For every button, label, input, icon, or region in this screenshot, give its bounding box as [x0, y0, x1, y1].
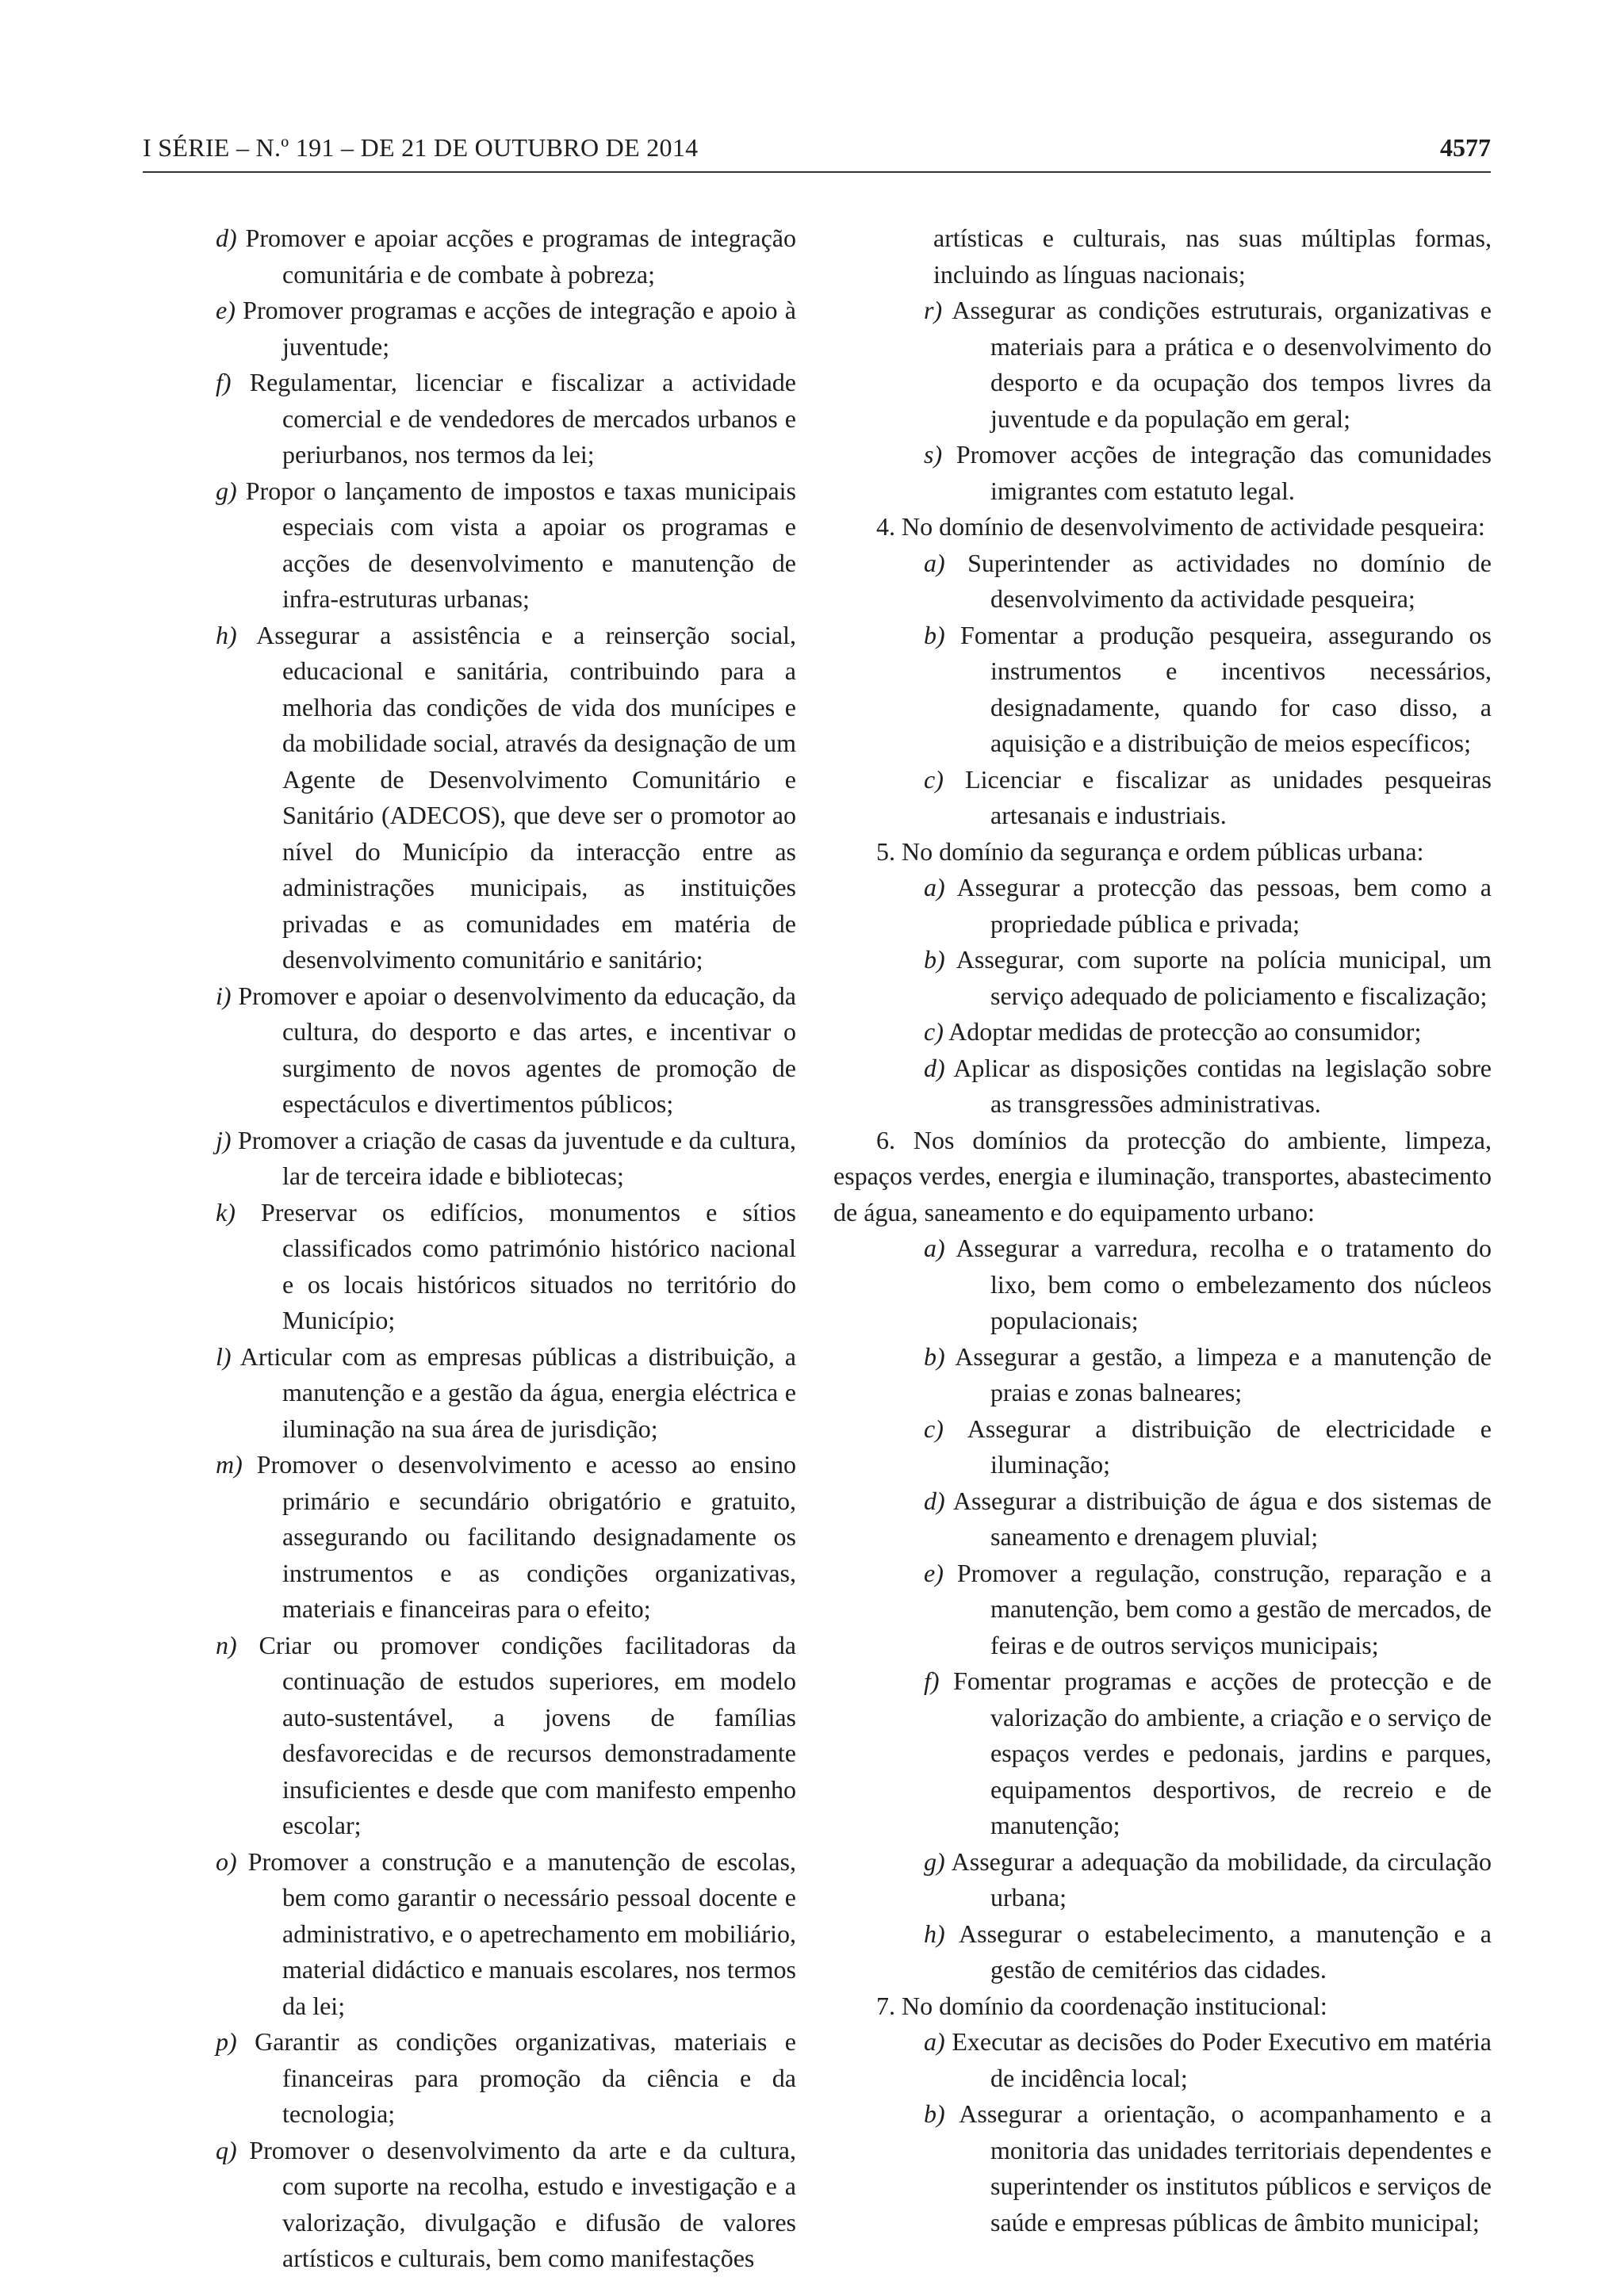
item-marker: e): [924, 1558, 944, 1587]
item-marker: q): [216, 2135, 237, 2164]
paragraph: [924, 942, 1492, 1014]
paragraph: [833, 509, 1492, 545]
item-marker: f): [924, 1667, 940, 1695]
item-marker: b): [924, 945, 945, 974]
paragraph: [833, 1123, 1492, 1231]
item-text: Promover o desenvolvimento e acesso ao ensino primário e secundário obrigatório e gratuito, assegurando ou facilitando designadamente os instrumentos e as condições organizativas, materiais e financeiras para o efeito;: [256, 1450, 797, 1623]
item-text: Assegurar a distribuição de água e dos sistemas de saneamento e drenagem pluvial;: [952, 1486, 1492, 1551]
item-text: Assegurar a protecção das pessoas, bem como a propriedade pública e privada;: [956, 873, 1492, 938]
paragraph: [924, 1916, 1492, 1988]
item-marker: a): [924, 1234, 945, 1262]
series-title: I SÉRIE – N.º 191 – DE 21 DE OUTUBRO DE 2014: [143, 133, 699, 162]
item-marker: h): [216, 620, 237, 649]
paragraph: [216, 473, 796, 618]
paragraph: [924, 293, 1492, 437]
item-text: Assegurar as condições estruturais, organizativas e materiais para a prática e o desenvolvimento do desporto e da ocupação dos tempos livres da juventude e da população em geral;: [952, 296, 1492, 433]
item-text: Aplicar as disposições contidas na legislação sobre as transgressões administrativas.: [953, 1053, 1492, 1118]
item-text: Assegurar o estabelecimento, a manutenção e a gestão de cemitérios das cidades.: [959, 1919, 1492, 1984]
paragraph: [924, 1411, 1492, 1483]
paragraph: [924, 1844, 1492, 1916]
paragraph: [216, 2024, 796, 2133]
item-marker: m): [216, 1450, 243, 1479]
item-marker: d): [216, 224, 237, 252]
item-text: Propor o lançamento de impostos e taxas municipais especiais com vista a apoiar os programas e acções de desenvolvimento e manutenção de infra-estruturas urbanas;: [245, 476, 797, 613]
item-text: Articular com as empresas públicas a distribuição, a manutenção e a gestão da água, energia eléctrica e iluminação na sua área de jurisdição;: [239, 1341, 797, 1443]
item-text: Regulamentar, licenciar e fiscalizar a actividade comercial e de vendedores de mercados urbanos e periurbanos, nos termos da lei;: [249, 368, 797, 469]
paragraph: [924, 2024, 1492, 2096]
item-text: Licenciar e fiscalizar as unidades pesqueiras artesanais e industriais.: [965, 764, 1492, 829]
item-text: Promover a construção e a manutenção de escolas, bem como garantir o necessário pessoal docente e administrativo, e o apetrechamento em mobiliário, material didáctico e manuais escolares, nos termos da lei;: [247, 1846, 797, 2020]
item-marker: r): [924, 296, 943, 324]
left-column: [200, 220, 796, 2277]
item-text: Assegurar, com suporte na polícia municipal, um serviço adequado de policiamento e fiscalização;: [956, 945, 1492, 1010]
item-marker: a): [924, 2027, 945, 2056]
item-marker: a): [924, 873, 945, 901]
paragraph: [924, 1230, 1492, 1339]
paragraph: [216, 1447, 796, 1628]
item-text: Promover acções de integração das comunidades imigrantes com estatuto legal.: [956, 440, 1492, 505]
paragraph: [924, 618, 1492, 762]
right-column: [833, 220, 1492, 2241]
paragraph: [924, 1050, 1492, 1123]
paragraph: [216, 1195, 796, 1339]
item-marker: b): [924, 1341, 945, 1371]
item-marker: c): [924, 1017, 944, 1046]
item-text: Promover programas e acções de integração e apoio à juventude;: [243, 296, 797, 361]
item-text: Preservar os edifícios, monumentos e sítios classificados como património histórico nacional e os locais históricos situados no território do Município;: [260, 1197, 796, 1334]
item-text: Adoptar medidas de protecção ao consumidor;: [948, 1017, 1422, 1046]
item-marker: d): [924, 1486, 945, 1515]
item-marker: h): [924, 1919, 945, 1948]
paragraph: [833, 1988, 1492, 2025]
item-text: Assegurar a distribuição de electricidade e iluminação;: [967, 1414, 1492, 1479]
item-text: 6. Nos domínios da protecção do ambiente, limpeza, espaços verdes, energia e iluminação, transportes, abastecimento de água, saneamento e do equipamento urbano:: [833, 1125, 1492, 1226]
item-marker: d): [924, 1053, 945, 1082]
item-marker: a): [924, 548, 945, 577]
item-text: 4. No domínio de desenvolvimento de actividade pesqueira:: [876, 512, 1485, 541]
paragraph: [833, 834, 1492, 871]
item-text: Executar as decisões do Poder Executivo em matéria de incidência local;: [952, 2027, 1492, 2092]
item-text: Superintender as actividades no domínio de desenvolvimento da actividade pesqueira;: [967, 548, 1492, 613]
item-marker: b): [924, 2099, 945, 2128]
item-text: Promover o desenvolvimento da arte e da cultura, com suporte na recolha, estudo e investigação e a valorização, divulgação e difusão de valores artísticos e culturais, bem como manifestações: [249, 2135, 797, 2272]
item-text: Garantir as condições organizativas, materiais e financeiras para promoção da ciência e da tecnologia;: [255, 2027, 796, 2128]
item-text: Promover e apoiar o desenvolvimento da educação, da cultura, do desporto e das artes, e incentivar o surgimento de novos agentes de promoção de espectáculos e divertimentos públicos;: [238, 981, 797, 1118]
item-text: 7. No domínio da coordenação institucional:: [876, 1991, 1327, 2020]
page-header: [143, 132, 1491, 173]
item-marker: k): [216, 1197, 236, 1226]
paragraph: [216, 2133, 796, 2277]
item-marker: b): [924, 620, 945, 649]
paragraph: [933, 220, 1492, 293]
item-text: Criar ou promover condições facilitadoras da continuação de estudos superiores, em modelo auto-sustentável, a jovens de famílias desfavorecidas e de recursos demonstradamente insuficientes e desde que com manifesto empenho escolar;: [259, 1630, 797, 1839]
item-text: Assegurar a varredura, recolha e o tratamento do lixo, bem como o embelezamento dos núcleos populacionais;: [956, 1234, 1492, 1334]
item-text: Assegurar a assistência e a reinserção social, educacional e sanitária, contribuindo para a melhoria das condições de vida dos munícipes e da mobilidade social, através da designação de um Agente de Desenvolvimento Comunitário e Sanitário (ADECOS), que deve ser o promotor ao nível do Município da interacção entre as administrações municipais, as instituições privadas e as comunidades em matéria de desenvolvimento comunitário e sanitário;: [256, 620, 797, 974]
item-text: 5. No domínio da segurança e ordem públicas urbana:: [876, 836, 1424, 866]
item-marker: o): [216, 1846, 237, 1876]
item-text: Promover e apoiar acções e programas de integração comunitária e de combate à pobreza;: [245, 224, 796, 289]
item-marker: g): [924, 1846, 945, 1876]
paragraph: [216, 1628, 796, 1844]
paragraph: [924, 1556, 1492, 1664]
item-marker: n): [216, 1630, 237, 1659]
paragraph: [924, 870, 1492, 942]
paragraph: [216, 1123, 796, 1195]
paragraph: [924, 1014, 1492, 1050]
item-text: Fomentar a produção pesqueira, assegurando os instrumentos e incentivos necessários, designadamente, quando for caso disso, a aquisição e a distribuição de meios específicos;: [960, 620, 1492, 757]
paragraph: [216, 220, 796, 293]
paragraph: [216, 978, 796, 1123]
paragraph: [216, 1844, 796, 2025]
item-marker: c): [924, 764, 944, 794]
paragraph: [924, 437, 1492, 509]
item-marker: g): [216, 476, 237, 505]
paragraph: [924, 1339, 1492, 1411]
item-text: Assegurar a adequação da mobilidade, da circulação urbana;: [951, 1846, 1492, 1911]
item-text: Promover a regulação, construção, reparação e a manutenção, bem como a gestão de mercados, de feiras e de outros serviços municipais;: [956, 1558, 1492, 1659]
paragraph: [216, 1339, 796, 1448]
page-number: 4577: [1440, 133, 1491, 162]
paragraph: [924, 1483, 1492, 1556]
item-text: Promover a criação de casas da juventude e da cultura, lar de terceira idade e bibliotecas;: [237, 1125, 797, 1190]
item-marker: f): [216, 368, 232, 396]
item-marker: c): [924, 1414, 944, 1443]
item-marker: l): [216, 1341, 232, 1371]
paragraph: [924, 2096, 1492, 2241]
item-marker: i): [216, 981, 232, 1010]
item-marker: p): [216, 2027, 237, 2056]
item-text: Assegurar a orientação, o acompanhamento e a monitoria das unidades territoriais dependentes e superintender os institutos públicos e serviços de saúde e empresas públicas de âmbito municipal;: [959, 2099, 1492, 2237]
paragraph: [924, 762, 1492, 834]
item-marker: s): [924, 440, 943, 469]
item-marker: j): [216, 1125, 232, 1154]
paragraph: [924, 1663, 1492, 1844]
item-text: artísticas e culturais, nas suas múltiplas formas, incluindo as línguas nacionais;: [933, 224, 1492, 289]
paragraph: [924, 545, 1492, 618]
item-text: Assegurar a gestão, a limpeza e a manutenção de praias e zonas balneares;: [955, 1341, 1492, 1406]
item-marker: e): [216, 296, 236, 324]
paragraph: [216, 365, 796, 473]
item-text: Fomentar programas e acções de protecção e de valorização do ambiente, a criação e o serviço de espaços verdes e pedonais, jardins e parques, equipamentos desportivos, de recreio e de manutenção;: [953, 1667, 1492, 1839]
paragraph: [216, 618, 796, 978]
paragraph: [216, 293, 796, 365]
